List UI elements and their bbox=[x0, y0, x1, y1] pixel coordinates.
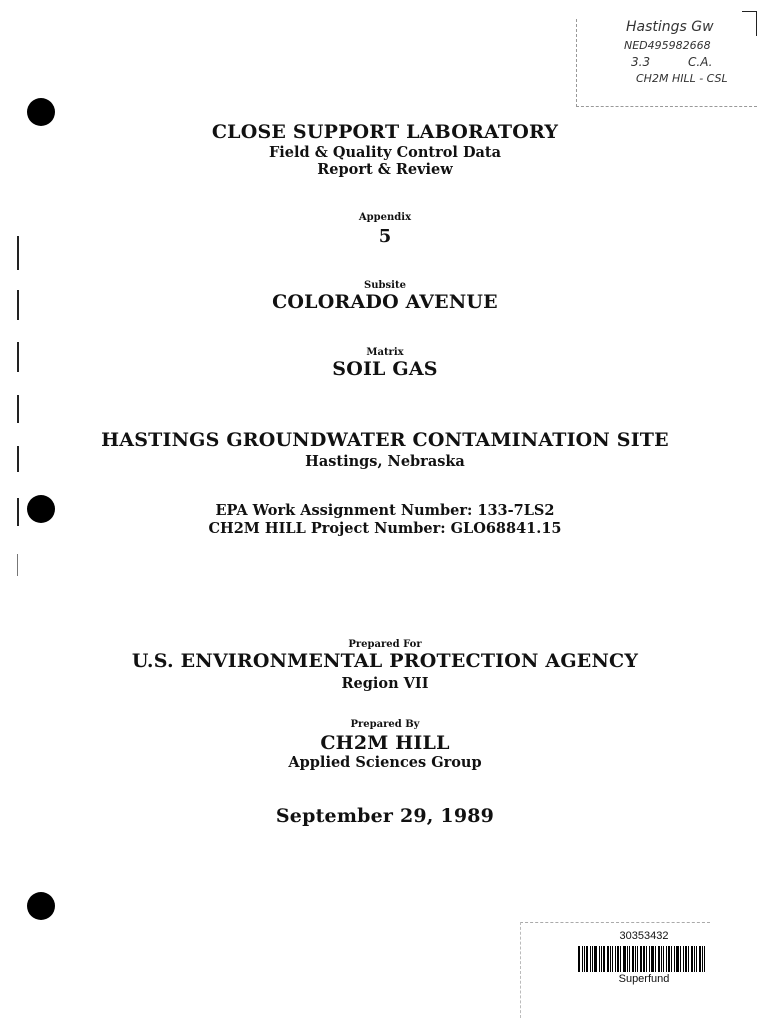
prepared-by-firm: CH2M HILL bbox=[320, 732, 450, 754]
margin-mark bbox=[17, 554, 18, 576]
superfund-barcode-label bbox=[520, 922, 740, 1018]
stamp-line-unit: 3.3 bbox=[631, 55, 651, 69]
prepared-by-label: Prepared By bbox=[350, 719, 420, 730]
report-date: September 29, 1989 bbox=[275, 805, 495, 827]
report-title: CLOSE SUPPORT LABORATORY bbox=[211, 121, 559, 143]
matrix-name: SOIL GAS bbox=[332, 358, 438, 380]
barcode-number: 30353432 bbox=[619, 930, 669, 942]
prepared-for-agency: U.S. ENVIRONMENTAL PROTECTION AGENCY bbox=[131, 650, 639, 672]
subsite-name: COLORADO AVENUE bbox=[272, 291, 498, 313]
appendix-number: 5 bbox=[378, 226, 392, 247]
stamp-bracket bbox=[742, 11, 757, 36]
prepared-for-label: Prepared For bbox=[348, 639, 422, 650]
report-subtitle-line1: Field & Quality Control Data bbox=[269, 144, 501, 161]
barcode-caption: Superfund bbox=[618, 973, 670, 985]
binder-hole-bottom bbox=[27, 892, 55, 920]
barcode-bars bbox=[578, 946, 708, 972]
matrix-label: Matrix bbox=[366, 347, 404, 358]
epa-work-assignment-number: EPA Work Assignment Number: 133-7LS2 bbox=[215, 502, 555, 519]
stamp-line-lab: CH2M HILL - CSL bbox=[636, 72, 728, 85]
appendix-label: Appendix bbox=[358, 212, 412, 223]
handwritten-stamp bbox=[576, 11, 757, 107]
stamp-line-subsite: C.A. bbox=[688, 55, 713, 69]
margin-mark bbox=[17, 395, 19, 423]
stamp-line-site: Hastings Gw bbox=[626, 19, 714, 35]
ch2m-project-number: CH2M HILL Project Number: GLO68841.15 bbox=[208, 520, 562, 537]
subsite-label: Subsite bbox=[364, 280, 406, 291]
site-name: HASTINGS GROUNDWATER CONTAMINATION SITE bbox=[101, 429, 669, 451]
site-location: Hastings, Nebraska bbox=[305, 453, 465, 470]
stamp-line-id: NED495982668 bbox=[624, 39, 711, 52]
prepared-for-region: Region VII bbox=[341, 675, 429, 692]
prepared-by-group: Applied Sciences Group bbox=[288, 754, 482, 771]
report-subtitle-line2: Report & Review bbox=[317, 161, 453, 178]
